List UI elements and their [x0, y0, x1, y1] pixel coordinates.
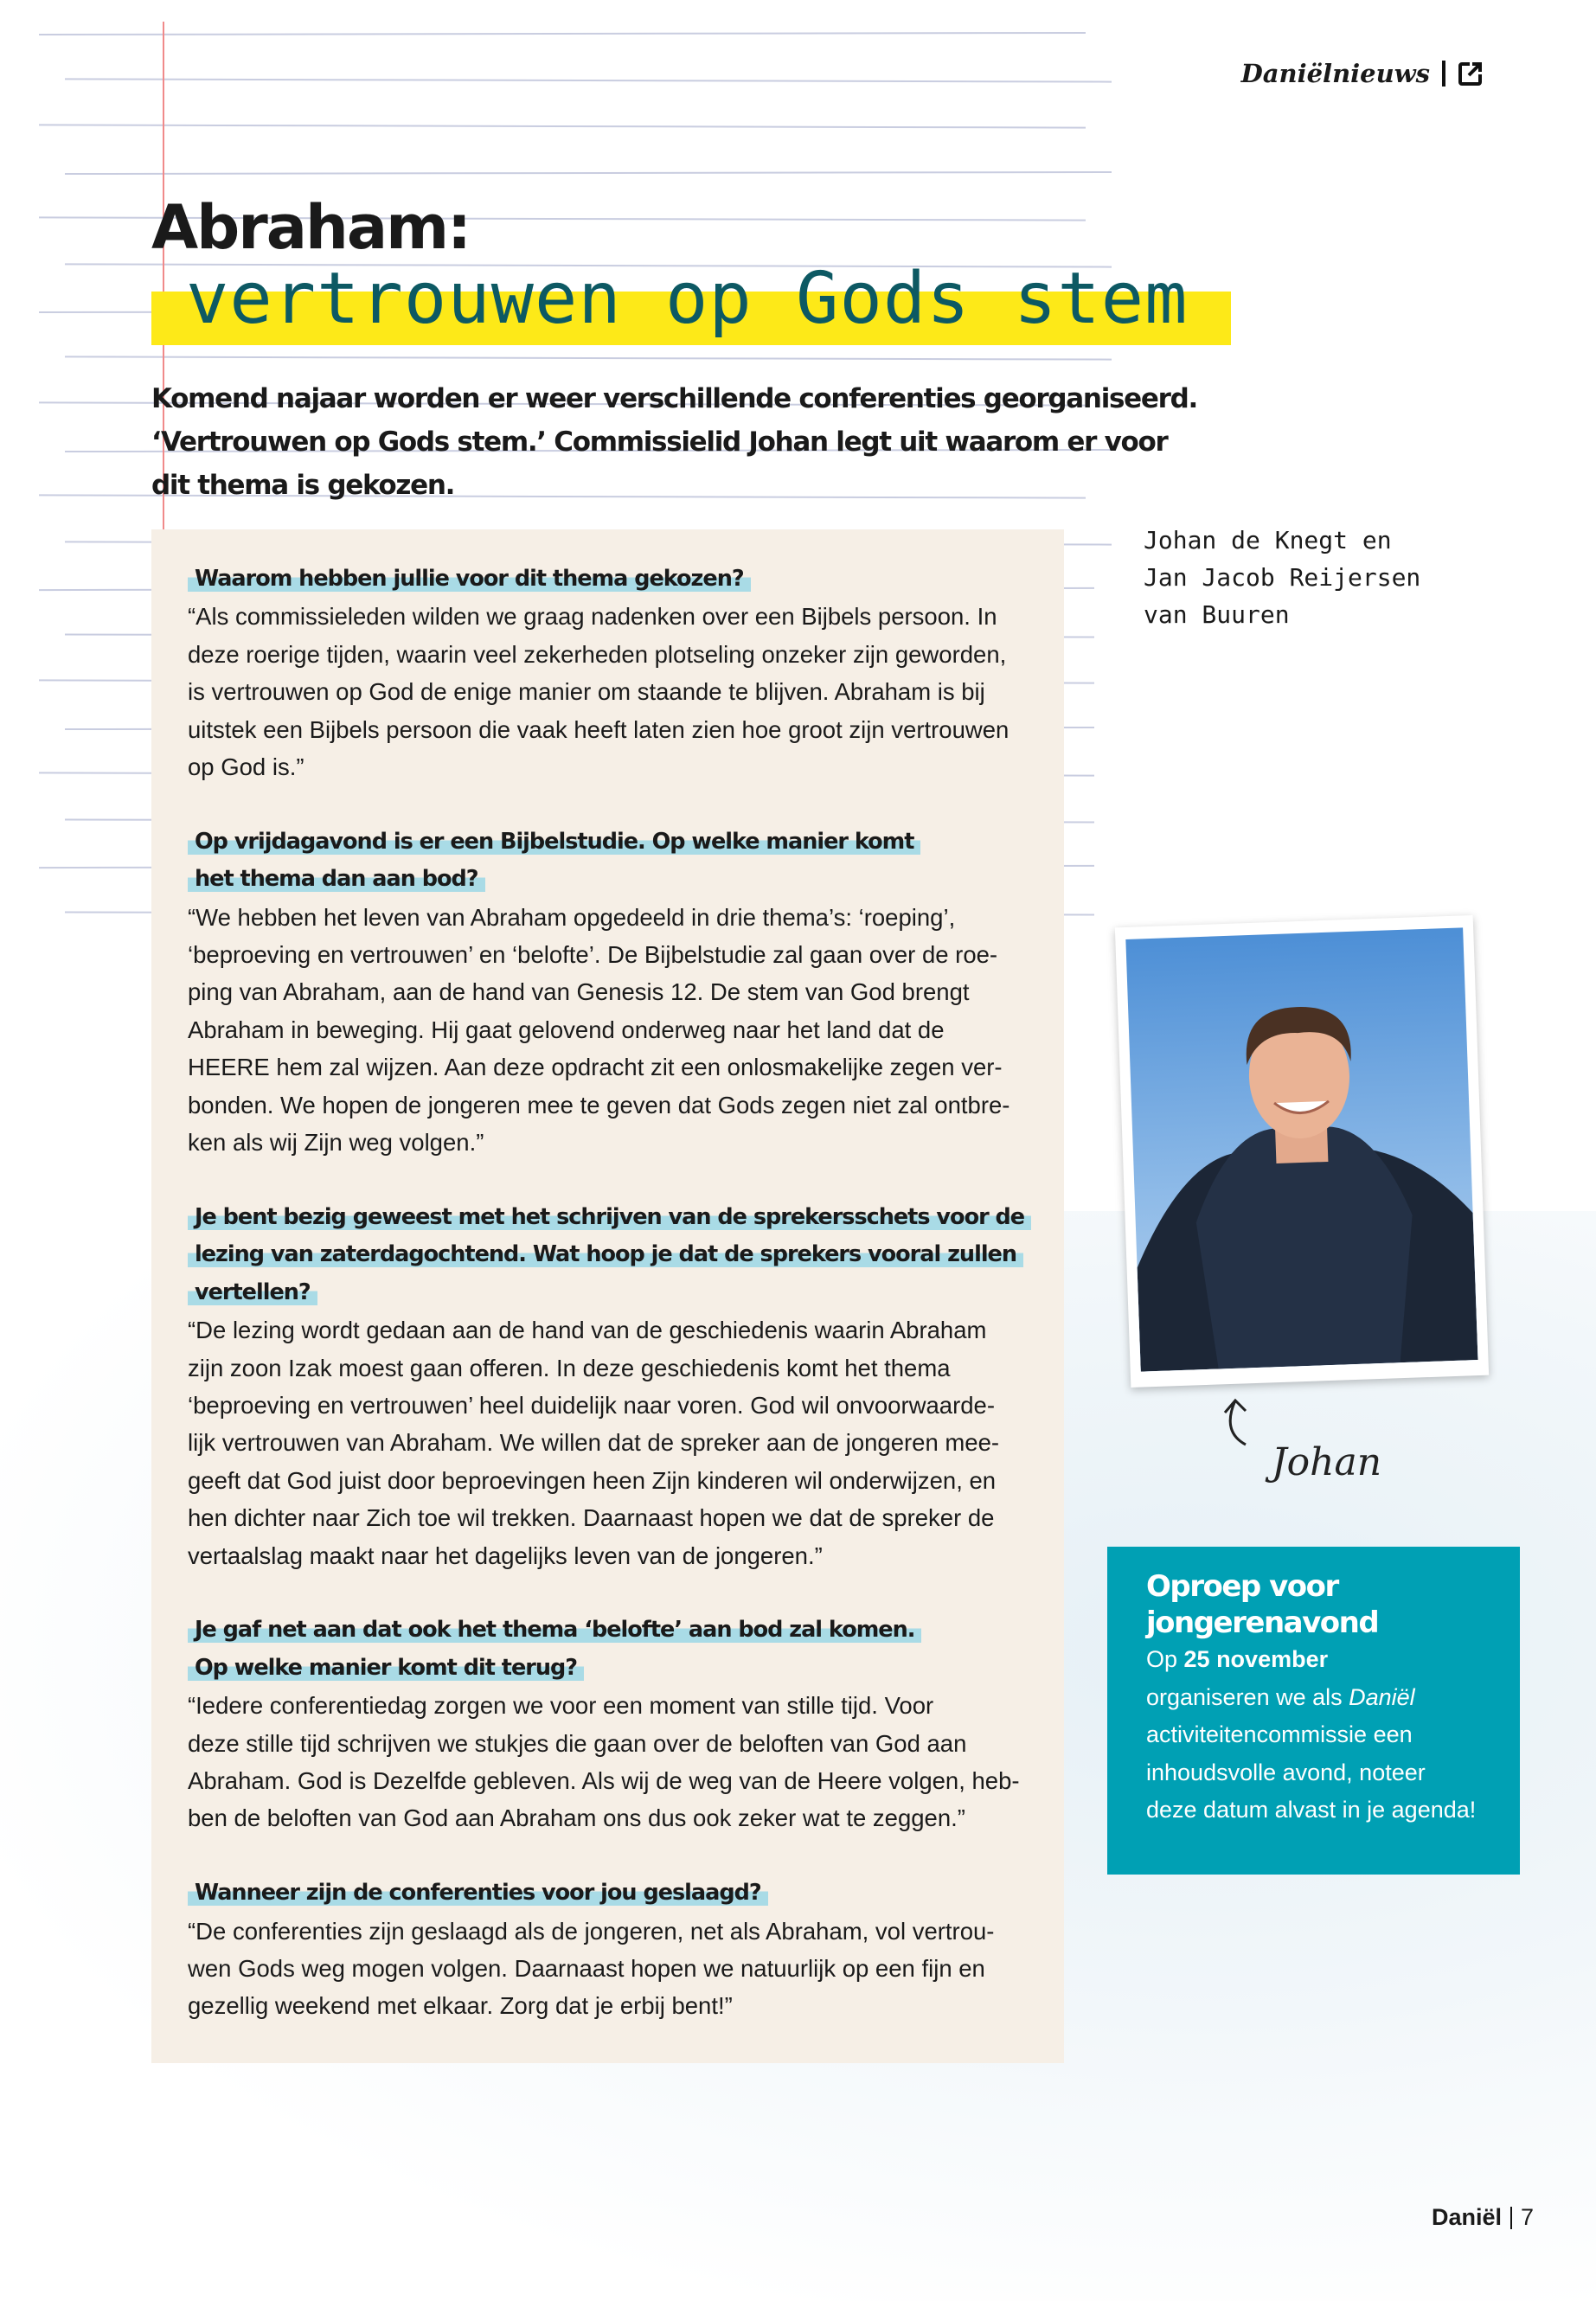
question-text: lezing van zaterdagochtend. Wat hoop je dat de sprekers vooral zullen [188, 1241, 1023, 1267]
answer-line: hen dichter naar Zich toe wil trekken. Daarnaast hopen we dat de spreker de [188, 1504, 995, 1532]
callout-date: 25 november [1183, 1646, 1329, 1672]
answer-line: ‘beproeving en vertrouwen’ heel duidelijk naar voren. God wil onvoorwaarde- [188, 1391, 995, 1419]
title-line-2: vertrouwen op Gods stem [186, 258, 1189, 340]
question-line [188, 1274, 1035, 1311]
answer-line: op God is.” [188, 753, 304, 781]
answer-line: ‘beproeving en vertrouwen’ en ‘belofte’. De Bijbelstudie zal gaan over de roe- [188, 941, 998, 969]
answer-line: is vertrouwen op God de enige manier om staande te blijven. Abraham is bij [188, 678, 985, 706]
answer-line: wen Gods weg mogen volgen. Daarnaast hopen we natuurlijk op een fijn en [188, 1954, 985, 1982]
answer-line: geeft dat God juist door beproevingen heen Zijn kinderen wil onderwijzen, en [188, 1466, 997, 1494]
question-text: Je gaf net aan dat ook het thema ‘belofte’ aan bod zal komen. [188, 1617, 921, 1643]
answer-line: HEERE hem zal wijzen. Aan deze opdracht zit een onlosmakelijke zegen ver- [188, 1054, 1003, 1081]
spacer [188, 785, 1035, 823]
answer-line: “De lezing wordt gedaan aan de hand van de geschiedenis waarin Abraham [188, 1317, 987, 1344]
section-title: Daniëlnieuws [1240, 59, 1430, 88]
question-text: vertellen? [188, 1279, 317, 1305]
notebook-line [39, 32, 1086, 35]
question-line [188, 1199, 1035, 1236]
intro-text [151, 377, 1197, 507]
question-line [188, 1236, 1035, 1273]
callout-box [1107, 1547, 1520, 1875]
page-footer [1432, 2204, 1534, 2231]
question-text: Wanneer zijn de conferenties voor jou geslaagd? [188, 1880, 768, 1906]
question-line [188, 561, 1035, 598]
photo-caption [1144, 522, 1420, 633]
arrow-icon [1220, 1397, 1263, 1458]
interview-content [188, 561, 1035, 2025]
answer-line: deze roerige tijden, waarin veel zekerheden plotseling onzeker zijn geworden, [188, 640, 1007, 668]
title-line-1: Abraham: [151, 192, 471, 263]
answer-line: ben de beloften van God aan Abraham ons dus ook zeker wat te zeggen.” [188, 1804, 965, 1832]
intro-line: dit thema is gekozen. [151, 470, 455, 501]
answer-line: bonden. We hopen de jongeren mee te geven dat Gods zegen niet zal ontbre- [188, 1091, 1010, 1118]
notebook-line [39, 124, 1086, 128]
callout-text-1: organiseren we als [1146, 1683, 1349, 1710]
intro-line: Komend najaar worden er weer verschillende conferenties georganiseerd. [151, 383, 1197, 414]
callout-text-2: activiteitencommissie een inhoudsvolle avond, noteer deze datum alvast in je agenda! [1146, 1721, 1477, 1823]
callout-pre: Op [1146, 1646, 1184, 1672]
callout-text [1146, 1641, 1481, 1830]
intro-line: ‘Vertrouwen op Gods stem.’ Commissielid Johan legt uit waarom er voor [151, 426, 1168, 458]
answer-line: “Als commissieleden wilden we graag nadenken over een Bijbels persoon. In [188, 603, 997, 631]
question-text: Op welke manier komt dit terug? [188, 1655, 584, 1681]
callout-brand: Daniël [1349, 1683, 1415, 1710]
question-line [188, 824, 1035, 861]
question-text: het thema dan aan bod? [188, 866, 485, 892]
answer-line: lijk vertrouwen van Abraham. We willen dat de spreker aan de jongeren mee- [188, 1429, 1000, 1457]
external-link-icon[interactable] [1458, 61, 1484, 87]
spacer [188, 1161, 1035, 1198]
answer-line: deze stille tijd schrijven we stukjes die gaan over de beloften van God aan [188, 1729, 967, 1757]
notebook-line [65, 78, 1112, 82]
person-illustration [1125, 927, 1477, 1371]
answer-line: vertaalslag maakt naar het dagelijks leven van de jongeren.” [188, 1541, 823, 1569]
divider [1510, 2207, 1512, 2229]
answer-line: ken als wij Zijn weg volgen.” [188, 1129, 484, 1157]
answer-line: ping van Abraham, aan de hand van Genesis 12. De stem van God brengt [188, 978, 970, 1006]
spacer [188, 1837, 1035, 1875]
answer-line: gezellig weekend met elkaar. Zorg dat je erbij bent!” [188, 1992, 733, 2020]
caption-line: van Buuren [1144, 600, 1290, 629]
caption-line: Jan Jacob Reijersen [1144, 563, 1421, 592]
answer-line: “Iedere conferentiedag zorgen we voor een moment van stille tijd. Voor [188, 1692, 934, 1720]
answer-line: Abraham in beweging. Hij gaat gelovend onderweg naar het land dat de [188, 1016, 945, 1043]
notebook-line [65, 170, 1112, 174]
notebook-line [65, 356, 1112, 360]
question-line [188, 861, 1035, 898]
question-line [188, 1612, 1035, 1649]
question-line [188, 1650, 1035, 1687]
answer-line: uitstek een Bijbels persoon die vaak heeft laten zien hoe groot zijn vertrouwen [188, 715, 1010, 743]
answer-line: Abraham. God is Dezelfde gebleven. Als wij de weg van de Heere volgen, heb- [188, 1766, 1020, 1794]
answer-line: “De conferenties zijn geslaagd als de jongeren, net als Abraham, vol vertrou- [188, 1917, 995, 1945]
question-line [188, 1875, 1035, 1912]
answer-line: zijn zoon Izak moest gaan offeren. In deze geschiedenis komt het thema [188, 1354, 951, 1381]
caption-line: Johan de Knegt en [1144, 526, 1392, 554]
spacer [188, 1574, 1035, 1612]
portrait-photo [1115, 915, 1489, 1388]
question-text: Op vrijdagavond is er een Bijbelstudie. Op welke manier komt [188, 829, 920, 855]
page-number: 7 [1521, 2204, 1535, 2230]
question-text: Waarom hebben jullie voor dit thema gekozen? [188, 566, 751, 592]
answer-line: “We hebben het leven van Abraham opgedeeld in drie thema’s: ‘roeping’, [188, 903, 956, 931]
callout-title: Oproep voor jongerenavond [1146, 1569, 1379, 1640]
section-header [1241, 59, 1484, 88]
divider [1442, 61, 1445, 87]
magazine-name: Daniël [1432, 2204, 1503, 2230]
question-text: Je bent bezig geweest met het schrijven van de sprekersschets voor de [188, 1204, 1031, 1230]
photo-label: Johan [1272, 1440, 1382, 1484]
